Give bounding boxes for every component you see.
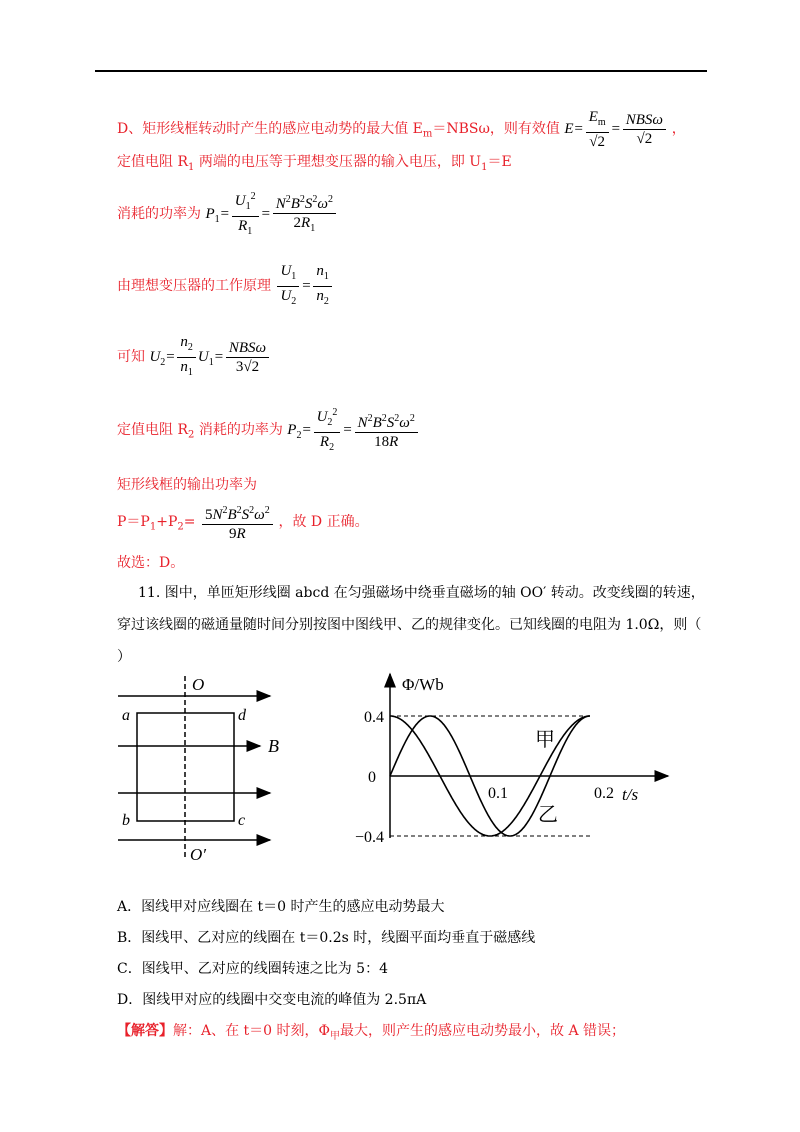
line2-prefix: 定值电阻 R [117,154,188,170]
answer-text2: 最大，则产生的感应电动势最小，故 A 错误； [340,1023,626,1039]
formula-p1: $P_1=$ $\frac{U_1^2}{R_1}$ = $\frac{N^2B^2S^2\omega^2}{2R_1}$ [205,206,338,222]
line2-sub: 1 [188,161,195,173]
solution-d-line5 [117,333,271,382]
line6-sub: 2 [188,429,195,441]
question-number: 11. [138,585,161,601]
formula-p-total: $\frac{5N^2B^2S^2\omega^2}{9R}$ [200,514,279,530]
line2-end: ＝E [487,154,512,170]
line1-end: ， [671,120,686,137]
line5-label: 可知 [117,348,145,365]
line3-label: 消耗的功率为 [117,205,201,222]
y-axis-label: Φ/Wb [402,675,444,694]
question-line3: ） [117,649,131,665]
x-tick-0-1: 0.1 [488,785,508,802]
flux-chart [340,668,670,848]
line8-eq: = [183,513,196,530]
x-tick-0-2: 0.2 [594,785,614,802]
line8-sub1: 1 [149,521,157,533]
label-d: d [238,707,246,724]
solution-d-line4 [117,262,334,311]
label-a: a [122,707,130,724]
line6-prefix: 定值电阻 R [117,421,188,438]
header-rule [95,70,707,72]
y-tick-zero: 0 [368,769,376,786]
line8-prefix: P＝P [117,513,150,530]
line7-label: 矩形线框的输出功率为 [117,477,257,493]
line1-prefix: D、矩形线框转动时产生的感应电动势的最大值 E [117,120,423,137]
line8-end: ，故 D 正确。 [278,513,369,530]
option-b[interactable]: B．图线甲、乙对应的线圈在 t＝0.2s 时，线圈平面均垂直于磁感线 [117,930,536,946]
formula-ratio: $\frac{U_1}{U_2}$ = $\frac{n_1}{n_2}$ [275,278,333,294]
answer-sub: 甲 [330,1030,341,1042]
coil-figure [110,668,290,868]
line1-eq-text: ＝NBSω，则有效值 [432,120,560,137]
solution-d-line2 [117,151,512,173]
line4-label: 由理想变压器的工作原理 [117,277,271,294]
solution-d-line1 [117,108,686,151]
answer-tag: 【解答】 [117,1023,173,1039]
label-o-prime: O′ [190,845,206,864]
y-tick-top: 0.4 [364,709,384,726]
series-yi-label: 乙 [538,804,558,826]
line8-plus: +P [156,513,178,530]
line2-text: 两端的电压等于理想变压器的输入电压，即 U [194,154,482,170]
solution-d-line3 [117,188,338,241]
question-line2: 穿过该线圈的磁通量随时间分别按图中图线甲、乙的规律变化。已知线圈的电阻为 1.0Ω，则（ [117,617,702,633]
solution-d-line6 [117,404,420,457]
label-c: c [238,812,246,829]
question-line1 [138,582,705,602]
series-jia-label: 甲 [535,729,555,751]
option-c[interactable]: C．图线甲、乙对应的线圈转速之比为 5：4 [117,961,388,977]
formula-u2: $U_2=$ $\frac{n_2}{n_1}$ $U_1=$ $\frac{\text{NBSω}}{3√2}$ [149,349,271,365]
option-d[interactable]: D．图线甲对应的线圈中交变电流的峰值为 2.5πA [117,992,427,1008]
formula-p2: $P_2=$ $\frac{U_2^2}{R_2}$ = $\frac{N^2B^2S^2\omega^2}{18R}$ [287,422,420,438]
label-b: b [122,812,130,829]
solution-d-line8 [117,502,369,543]
line8-sub2: 2 [177,521,184,533]
label-b-field: B [268,736,279,756]
line1-sub: m [422,128,433,140]
answer-line [117,1020,625,1042]
line2-sub2: 1 [481,161,488,173]
solution-d-line7 [117,474,257,494]
y-tick-bottom: −0.4 [354,829,384,846]
line6-label-end: 消耗的功率为 [194,421,283,438]
question-text1: 图中，单匝矩形线圈 abcd 在匀强磁场中绕垂直磁场的轴 OO′ 转动。改变线圈的转速， [164,585,705,601]
option-a[interactable]: A．图线甲对应线圈在 t＝0 时产生的感应电动势最大 [117,899,445,915]
x-axis-label: t/s [622,785,639,804]
answer-text: 解：A、在 t＝0 时刻，Φ [173,1023,331,1039]
formula-e-effective: E= $\frac{E_m}{√2}$ = $\frac{\text{NBSω}}{√2}$ [564,121,671,137]
label-o: O [192,675,205,694]
solution-conclusion: 故选：D。 [117,555,185,571]
